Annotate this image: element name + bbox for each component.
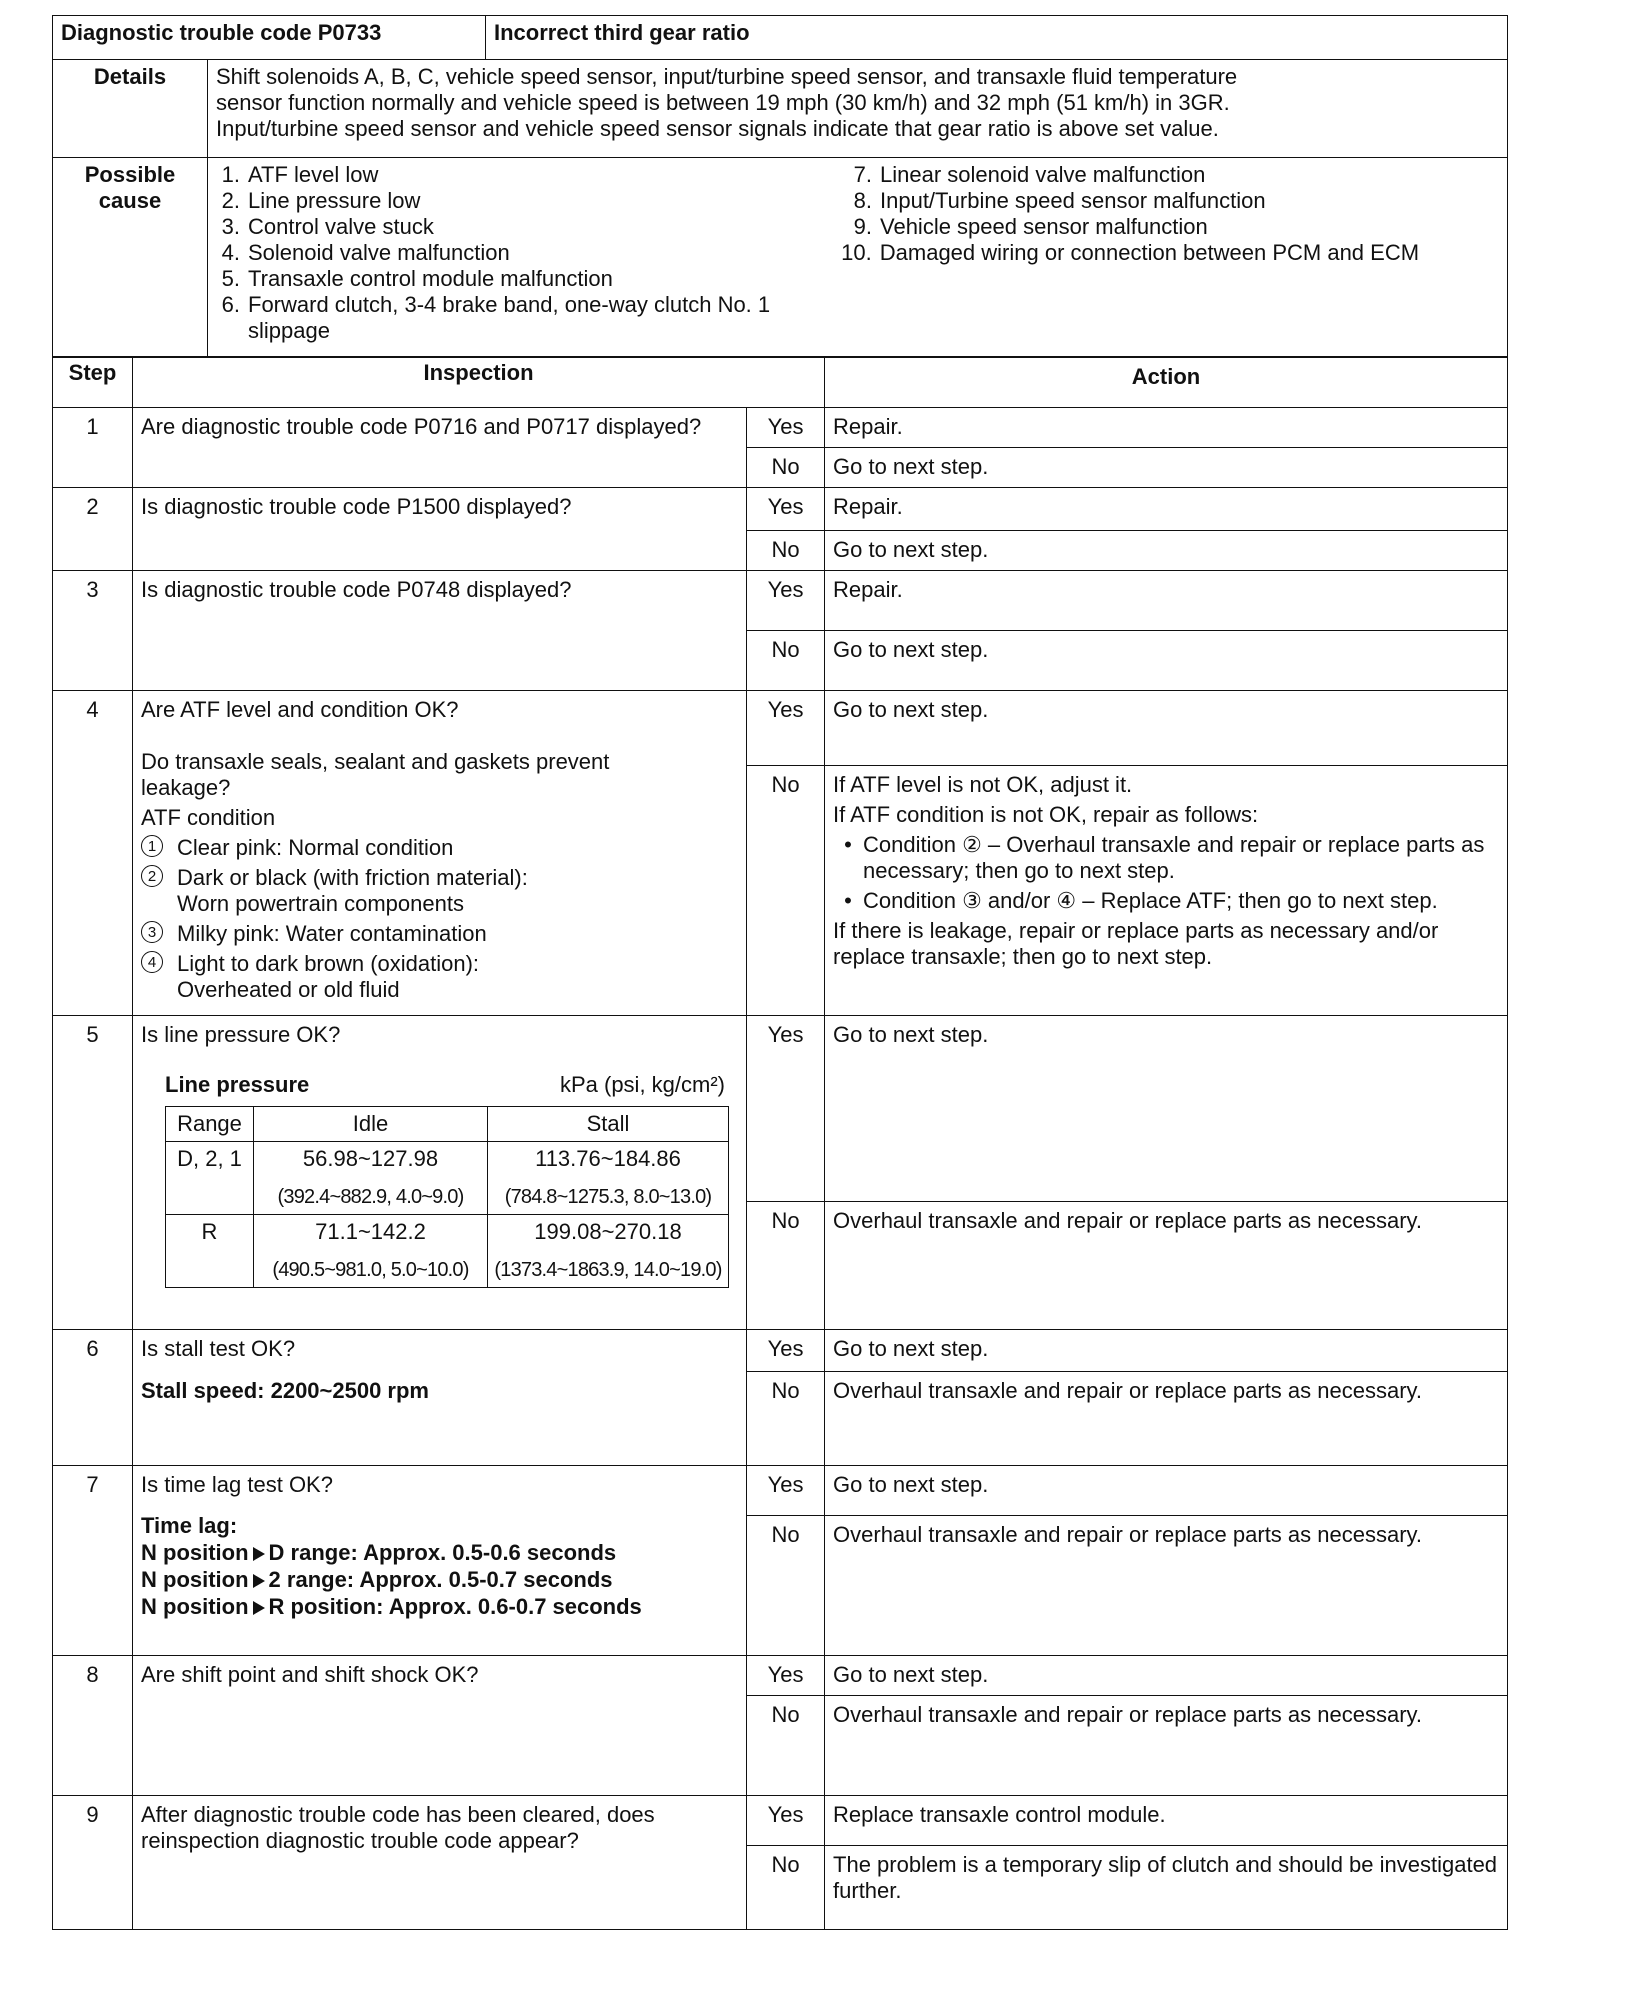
yes-action: Go to next step. xyxy=(825,1466,1508,1516)
yes-action: Repair. xyxy=(825,571,1508,631)
yes-label: Yes xyxy=(747,1796,825,1846)
no-label: No xyxy=(747,631,825,691)
no-action-line: If there is leakage, repair or replace parts as necessary and/or replace transaxle; then go to next step. xyxy=(833,918,1439,969)
bullet-icon: • xyxy=(844,832,852,857)
step-number: 4 xyxy=(53,691,133,1016)
bullet-item: • Condition ② – Overhaul transaxle and repair or replace parts as necessary; then go to next step. xyxy=(833,832,1499,884)
cause-item: 3. Control valve stuck xyxy=(221,214,434,239)
yes-action: Repair. xyxy=(825,408,1508,448)
arrow-right-icon xyxy=(253,1574,265,1588)
bullet-icon: • xyxy=(844,888,852,913)
atf-condition-item: 1 Clear pink: Normal condition xyxy=(141,835,738,861)
cause-list-left xyxy=(216,162,836,344)
step-number: 9 xyxy=(53,1796,133,1930)
cause-item: 6. Forward clutch, 3-4 brake band, one-way clutch No. 1 slippage xyxy=(221,292,771,343)
inspection-question: Is time lag test OK? xyxy=(141,1472,333,1497)
step-inspection xyxy=(133,1330,747,1466)
details-line: Shift solenoids A, B, C, vehicle speed sensor, input/turbine speed sensor, and transaxle fluid temperature xyxy=(216,64,1238,89)
step-inspection xyxy=(133,1016,747,1330)
yes-label: Yes xyxy=(747,488,825,531)
no-label: No xyxy=(747,448,825,488)
details-line: Input/turbine speed sensor and vehicle speed sensor signals indicate that gear ratio is above set value. xyxy=(216,116,1219,141)
cause-item: 5. Transaxle control module malfunction xyxy=(221,266,613,291)
step-inspection xyxy=(133,691,747,1016)
atf-condition-item: 3 Milky pink: Water contamination xyxy=(141,921,738,947)
step-row xyxy=(53,691,1508,766)
lp-col-header: Stall xyxy=(488,1107,729,1142)
yes-label: Yes xyxy=(747,1330,825,1372)
time-lag-line: N position R position: Approx. 0.6-0.7 seconds xyxy=(141,1594,642,1619)
possible-cause-list xyxy=(208,158,1508,357)
code-summary-table xyxy=(52,15,1508,357)
details-line: sensor function normally and vehicle speed is between 19 mph (30 km/h) and 32 mph (51 km/h) in 3GR. xyxy=(216,90,1230,115)
cause-item: 2. Line pressure low xyxy=(221,188,421,213)
no-action: Overhaul transaxle and repair or replace parts as necessary. xyxy=(825,1202,1508,1330)
line-pressure-title: Line pressure xyxy=(165,1072,310,1097)
no-action: Go to next step. xyxy=(825,631,1508,691)
no-label: No xyxy=(747,531,825,571)
code-title: Incorrect third gear ratio xyxy=(486,16,1508,60)
lp-range: R xyxy=(166,1215,254,1288)
line-pressure-table xyxy=(165,1106,729,1288)
inspection-table xyxy=(52,357,1508,1930)
no-label: No xyxy=(747,1372,825,1466)
condition-number-icon: 1 xyxy=(141,835,163,857)
step-number: 8 xyxy=(53,1656,133,1796)
line-pressure-unit: kPa (psi, kg/cm²) xyxy=(559,1072,725,1097)
cause-list-right xyxy=(836,162,1436,344)
no-action: Overhaul transaxle and repair or replace parts as necessary. xyxy=(825,1696,1508,1796)
no-action: The problem is a temporary slip of clutch and should be investigated further. xyxy=(825,1846,1508,1930)
yes-action: Go to next step. xyxy=(825,1656,1508,1696)
no-action: Go to next step. xyxy=(825,448,1508,488)
step-row xyxy=(53,1796,1508,1846)
yes-action: Replace transaxle control module. xyxy=(825,1796,1508,1846)
atf-condition-label: ATF condition xyxy=(141,805,276,830)
possible-cause-label-line: cause xyxy=(98,188,162,213)
line-pressure-header xyxy=(165,1072,725,1098)
arrow-right-icon xyxy=(253,1547,265,1561)
arrow-right-icon xyxy=(253,1601,265,1615)
no-label: No xyxy=(747,1202,825,1330)
step-row xyxy=(53,571,1508,631)
stall-speed-label: Stall speed: 2200~2500 rpm xyxy=(141,1378,429,1403)
possible-cause-label-line: Possible xyxy=(84,162,176,187)
details-label: Details xyxy=(53,60,208,158)
no-action xyxy=(825,766,1508,1016)
no-action: Overhaul transaxle and repair or replace parts as necessary. xyxy=(825,1516,1508,1656)
step-row xyxy=(53,488,1508,531)
step-inspection: After diagnostic trouble code has been cleared, does reinspection diagnostic trouble code appear? xyxy=(133,1796,747,1930)
inspection-question: Is stall test OK? xyxy=(141,1336,296,1361)
step-row xyxy=(53,408,1508,448)
yes-label: Yes xyxy=(747,1016,825,1202)
bullet-item: • Condition ③ and/or ④ – Replace ATF; then go to next step. xyxy=(833,888,1499,914)
step-row xyxy=(53,1016,1508,1202)
time-lag-line: N position 2 range: Approx. 0.5-0.7 seconds xyxy=(141,1567,613,1592)
yes-label: Yes xyxy=(747,408,825,448)
time-lag-label: Time lag: xyxy=(141,1513,238,1538)
no-action-line: If ATF level is not OK, adjust it. xyxy=(833,772,1133,797)
code-label: Diagnostic trouble code P0733 xyxy=(53,16,486,60)
yes-label: Yes xyxy=(747,691,825,766)
no-action: Go to next step. xyxy=(825,531,1508,571)
cause-item: 1. ATF level low xyxy=(221,162,379,187)
yes-action: Repair. xyxy=(825,488,1508,531)
inspection-column-header: Inspection xyxy=(133,358,825,408)
action-column-header: Action xyxy=(825,358,1508,408)
step-number: 5 xyxy=(53,1016,133,1330)
step-number: 7 xyxy=(53,1466,133,1656)
cause-item: 7. Linear solenoid valve malfunction xyxy=(853,162,1206,187)
no-action-line: If ATF condition is not OK, repair as follows: xyxy=(833,802,1259,827)
lp-idle: 56.98~127.98 (392.4~882.9, 4.0~9.0) xyxy=(254,1142,488,1215)
possible-cause-label xyxy=(53,158,208,357)
step-row xyxy=(53,1656,1508,1696)
step-row xyxy=(53,1330,1508,1372)
step-number: 2 xyxy=(53,488,133,571)
step-number: 6 xyxy=(53,1330,133,1466)
condition-number-icon: 3 xyxy=(141,921,163,943)
details-text xyxy=(208,60,1508,158)
condition-number-icon: 4 xyxy=(141,951,163,973)
possible-cause-row xyxy=(53,158,1508,357)
lp-col-header: Range xyxy=(166,1107,254,1142)
yes-label: Yes xyxy=(747,571,825,631)
no-label: No xyxy=(747,766,825,1016)
lp-col-header: Idle xyxy=(254,1107,488,1142)
inspection-question: Is line pressure OK? xyxy=(141,1022,341,1047)
step-inspection: Are shift point and shift shock OK? xyxy=(133,1656,747,1796)
step-inspection: Is diagnostic trouble code P1500 displayed? xyxy=(133,488,747,571)
no-label: No xyxy=(747,1516,825,1656)
time-lag-line: N position D range: Approx. 0.5-0.6 seconds xyxy=(141,1540,617,1565)
step-number: 3 xyxy=(53,571,133,691)
lp-range: D, 2, 1 xyxy=(166,1142,254,1215)
inspection-question: Are ATF level and condition OK? xyxy=(141,697,459,722)
atf-condition-item: 2 Dark or black (with friction material): Worn powertrain components xyxy=(141,865,738,917)
lp-stall: 113.76~184.86 (784.8~1275.3, 8.0~13.0) xyxy=(488,1142,729,1215)
condition-number-icon: 2 xyxy=(141,865,163,887)
yes-action: Go to next step. xyxy=(825,1016,1508,1202)
step-row xyxy=(53,1466,1508,1516)
lp-stall: 199.08~270.18 (1373.4~1863.9, 14.0~19.0) xyxy=(488,1215,729,1288)
yes-label: Yes xyxy=(747,1466,825,1516)
step-inspection xyxy=(133,1466,747,1656)
yes-label: Yes xyxy=(747,1656,825,1696)
cause-item: 4. Solenoid valve malfunction xyxy=(221,240,510,265)
yes-action: Go to next step. xyxy=(825,1330,1508,1372)
cause-item: 10. Damaged wiring or connection between PCM and ECM xyxy=(841,240,1420,265)
no-action: Overhaul transaxle and repair or replace parts as necessary. xyxy=(825,1372,1508,1466)
diagnostic-document xyxy=(52,15,1508,1930)
code-header-row xyxy=(53,16,1508,60)
lp-idle: 71.1~142.2 (490.5~981.0, 5.0~10.0) xyxy=(254,1215,488,1288)
step-inspection: Is diagnostic trouble code P0748 displayed? xyxy=(133,571,747,691)
step-inspection: Are diagnostic trouble code P0716 and P0717 displayed? xyxy=(133,408,747,488)
yes-action: Go to next step. xyxy=(825,691,1508,766)
column-header-row xyxy=(53,358,1508,408)
step-number: 1 xyxy=(53,408,133,488)
cause-item: 9. Vehicle speed sensor malfunction xyxy=(853,214,1208,239)
atf-condition-item: 4 Light to dark brown (oxidation): Overheated or old fluid xyxy=(141,951,738,1003)
no-label: No xyxy=(747,1696,825,1796)
no-label: No xyxy=(747,1846,825,1930)
step-column-header: Step xyxy=(53,358,133,408)
cause-item: 8. Input/Turbine speed sensor malfunction xyxy=(853,188,1266,213)
details-row xyxy=(53,60,1508,158)
inspection-question: Do transaxle seals, sealant and gaskets prevent leakage? xyxy=(141,749,610,800)
